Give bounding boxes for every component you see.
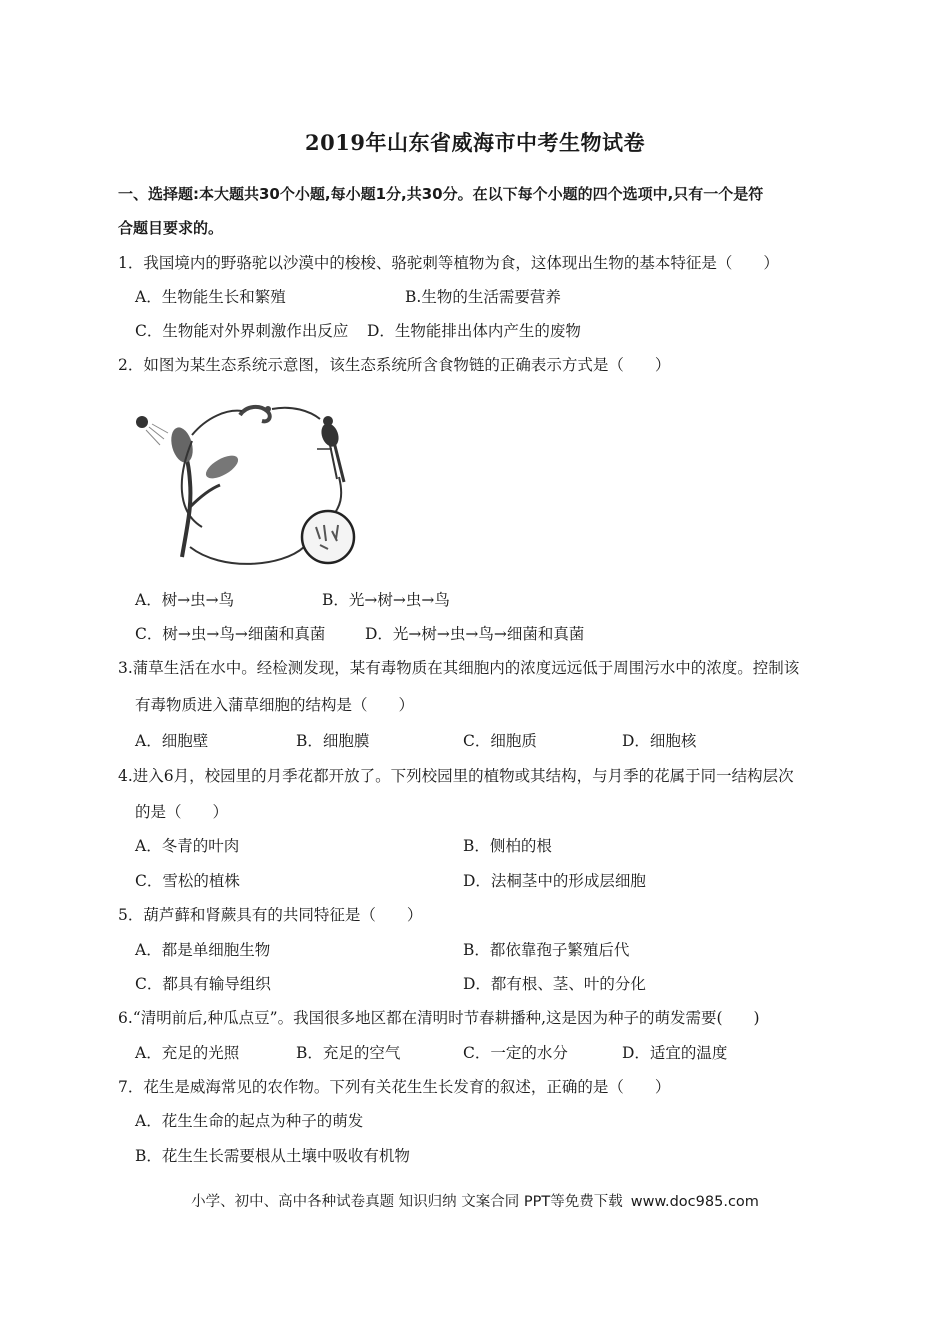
- question-6-option-a: A．充足的光照: [135, 1044, 240, 1062]
- section-header-line2: 合题目要求的。: [118, 219, 224, 237]
- question-1-option-d: D．生物能排出体内产生的废物: [367, 322, 581, 340]
- question-4-option-a: A．冬青的叶肉: [135, 837, 240, 855]
- insect-icon: [240, 406, 271, 421]
- question-1-option-b: B.生物的生活需要营养: [405, 288, 561, 306]
- question-4-option-c: C．雪松的植株: [135, 872, 240, 890]
- question-6-stem: 6.“清明前后,种瓜点豆”。我国很多地区都在清明时节春耕播种,这是因为种子的萌发需要( ): [118, 1009, 760, 1027]
- question-5-option-a: A．都是单细胞生物: [135, 941, 271, 959]
- question-2-option-c: C．树→虫→鸟→细菌和真菌: [135, 625, 326, 643]
- footer-link[interactable]: www.doc985.com: [630, 1194, 759, 1210]
- section-header-line1: 一、选择题:本大题共30个小题,每小题1分,共30分。在以下每个小题的四个选项中,只有一个是符: [118, 185, 764, 203]
- question-3-stem-line1: 3.蒲草生活在水中。经检测发现，某有毒物质在其细胞内的浓度远远低于周围污水中的浓度。控制该: [118, 659, 800, 677]
- question-3-option-c: C．细胞质: [463, 732, 537, 750]
- question-4-option-d: D．法桐茎中的形成层细胞: [463, 872, 646, 890]
- question-3-option-d: D．细胞核: [622, 732, 697, 750]
- question-7-option-a: A．花生生命的起点为种子的萌发: [135, 1112, 364, 1130]
- tree-icon: [168, 425, 242, 557]
- bird-icon: [317, 416, 344, 482]
- sun-icon: [136, 416, 168, 445]
- question-1-stem: 1．我国境内的野骆驼以沙漠中的梭梭、骆驼刺等植物为食，这体现出生物的基本特征是（ ）: [118, 254, 779, 272]
- question-1-option-c: C．生物能对外界刺激作出反应: [135, 322, 349, 340]
- question-6-option-d: D．适宜的温度: [622, 1044, 728, 1062]
- footer-text: 小学、初中、高中各种试卷真题 知识归纳 文案合同 PPT等免费下载: [191, 1194, 623, 1210]
- question-3-option-b: B．细胞膜: [296, 732, 370, 750]
- question-2-option-b: B．光→树→虫→鸟: [322, 591, 450, 609]
- question-5-option-b: B．都依靠孢子繁殖后代: [463, 941, 630, 959]
- question-5-stem: 5．葫芦藓和肾蕨具有的共同特征是（ ）: [118, 906, 423, 924]
- question-7-option-b: B．花生生长需要根从土壤中吸收有机物: [135, 1147, 410, 1165]
- question-7-stem: 7．花生是威海常见的农作物。下列有关花生生长发育的叙述，正确的是（ ）: [118, 1078, 671, 1096]
- page-title: 2019年山东省威海市中考生物试卷: [305, 130, 645, 155]
- question-6-option-b: B．充足的空气: [296, 1044, 401, 1062]
- question-5-option-c: C．都具有输导组织: [135, 975, 271, 993]
- question-1-option-a: A．生物能生长和繁殖: [135, 288, 286, 306]
- question-2-stem: 2．如图为某生态系统示意图，该生态系统所含食物链的正确表示方式是（ ）: [118, 356, 671, 374]
- question-2-option-d: D．光→树→虫→鸟→细菌和真菌: [365, 625, 585, 643]
- question-3-option-a: A．细胞壁: [135, 732, 209, 750]
- question-5-option-d: D．都有根、茎、叶的分化: [463, 975, 646, 993]
- question-3-stem-line2: 有毒物质进入蒲草细胞的结构是（ ）: [135, 696, 415, 714]
- bacteria-fungi-icon: [302, 511, 354, 563]
- question-4-stem-line2: 的是（ ）: [135, 803, 229, 821]
- question-4-option-b: B．侧柏的根: [463, 837, 552, 855]
- question-2-option-a: A．树→虫→鸟: [135, 591, 235, 609]
- question-4-stem-line1: 4.进入6月，校园里的月季花都开放了。下列校园里的植物或其结构，与月季的花属于同一结构层次: [118, 767, 794, 785]
- question-6-option-c: C．一定的水分: [463, 1044, 568, 1062]
- page-footer: [0, 1190, 950, 1211]
- ecosystem-diagram: [132, 397, 362, 577]
